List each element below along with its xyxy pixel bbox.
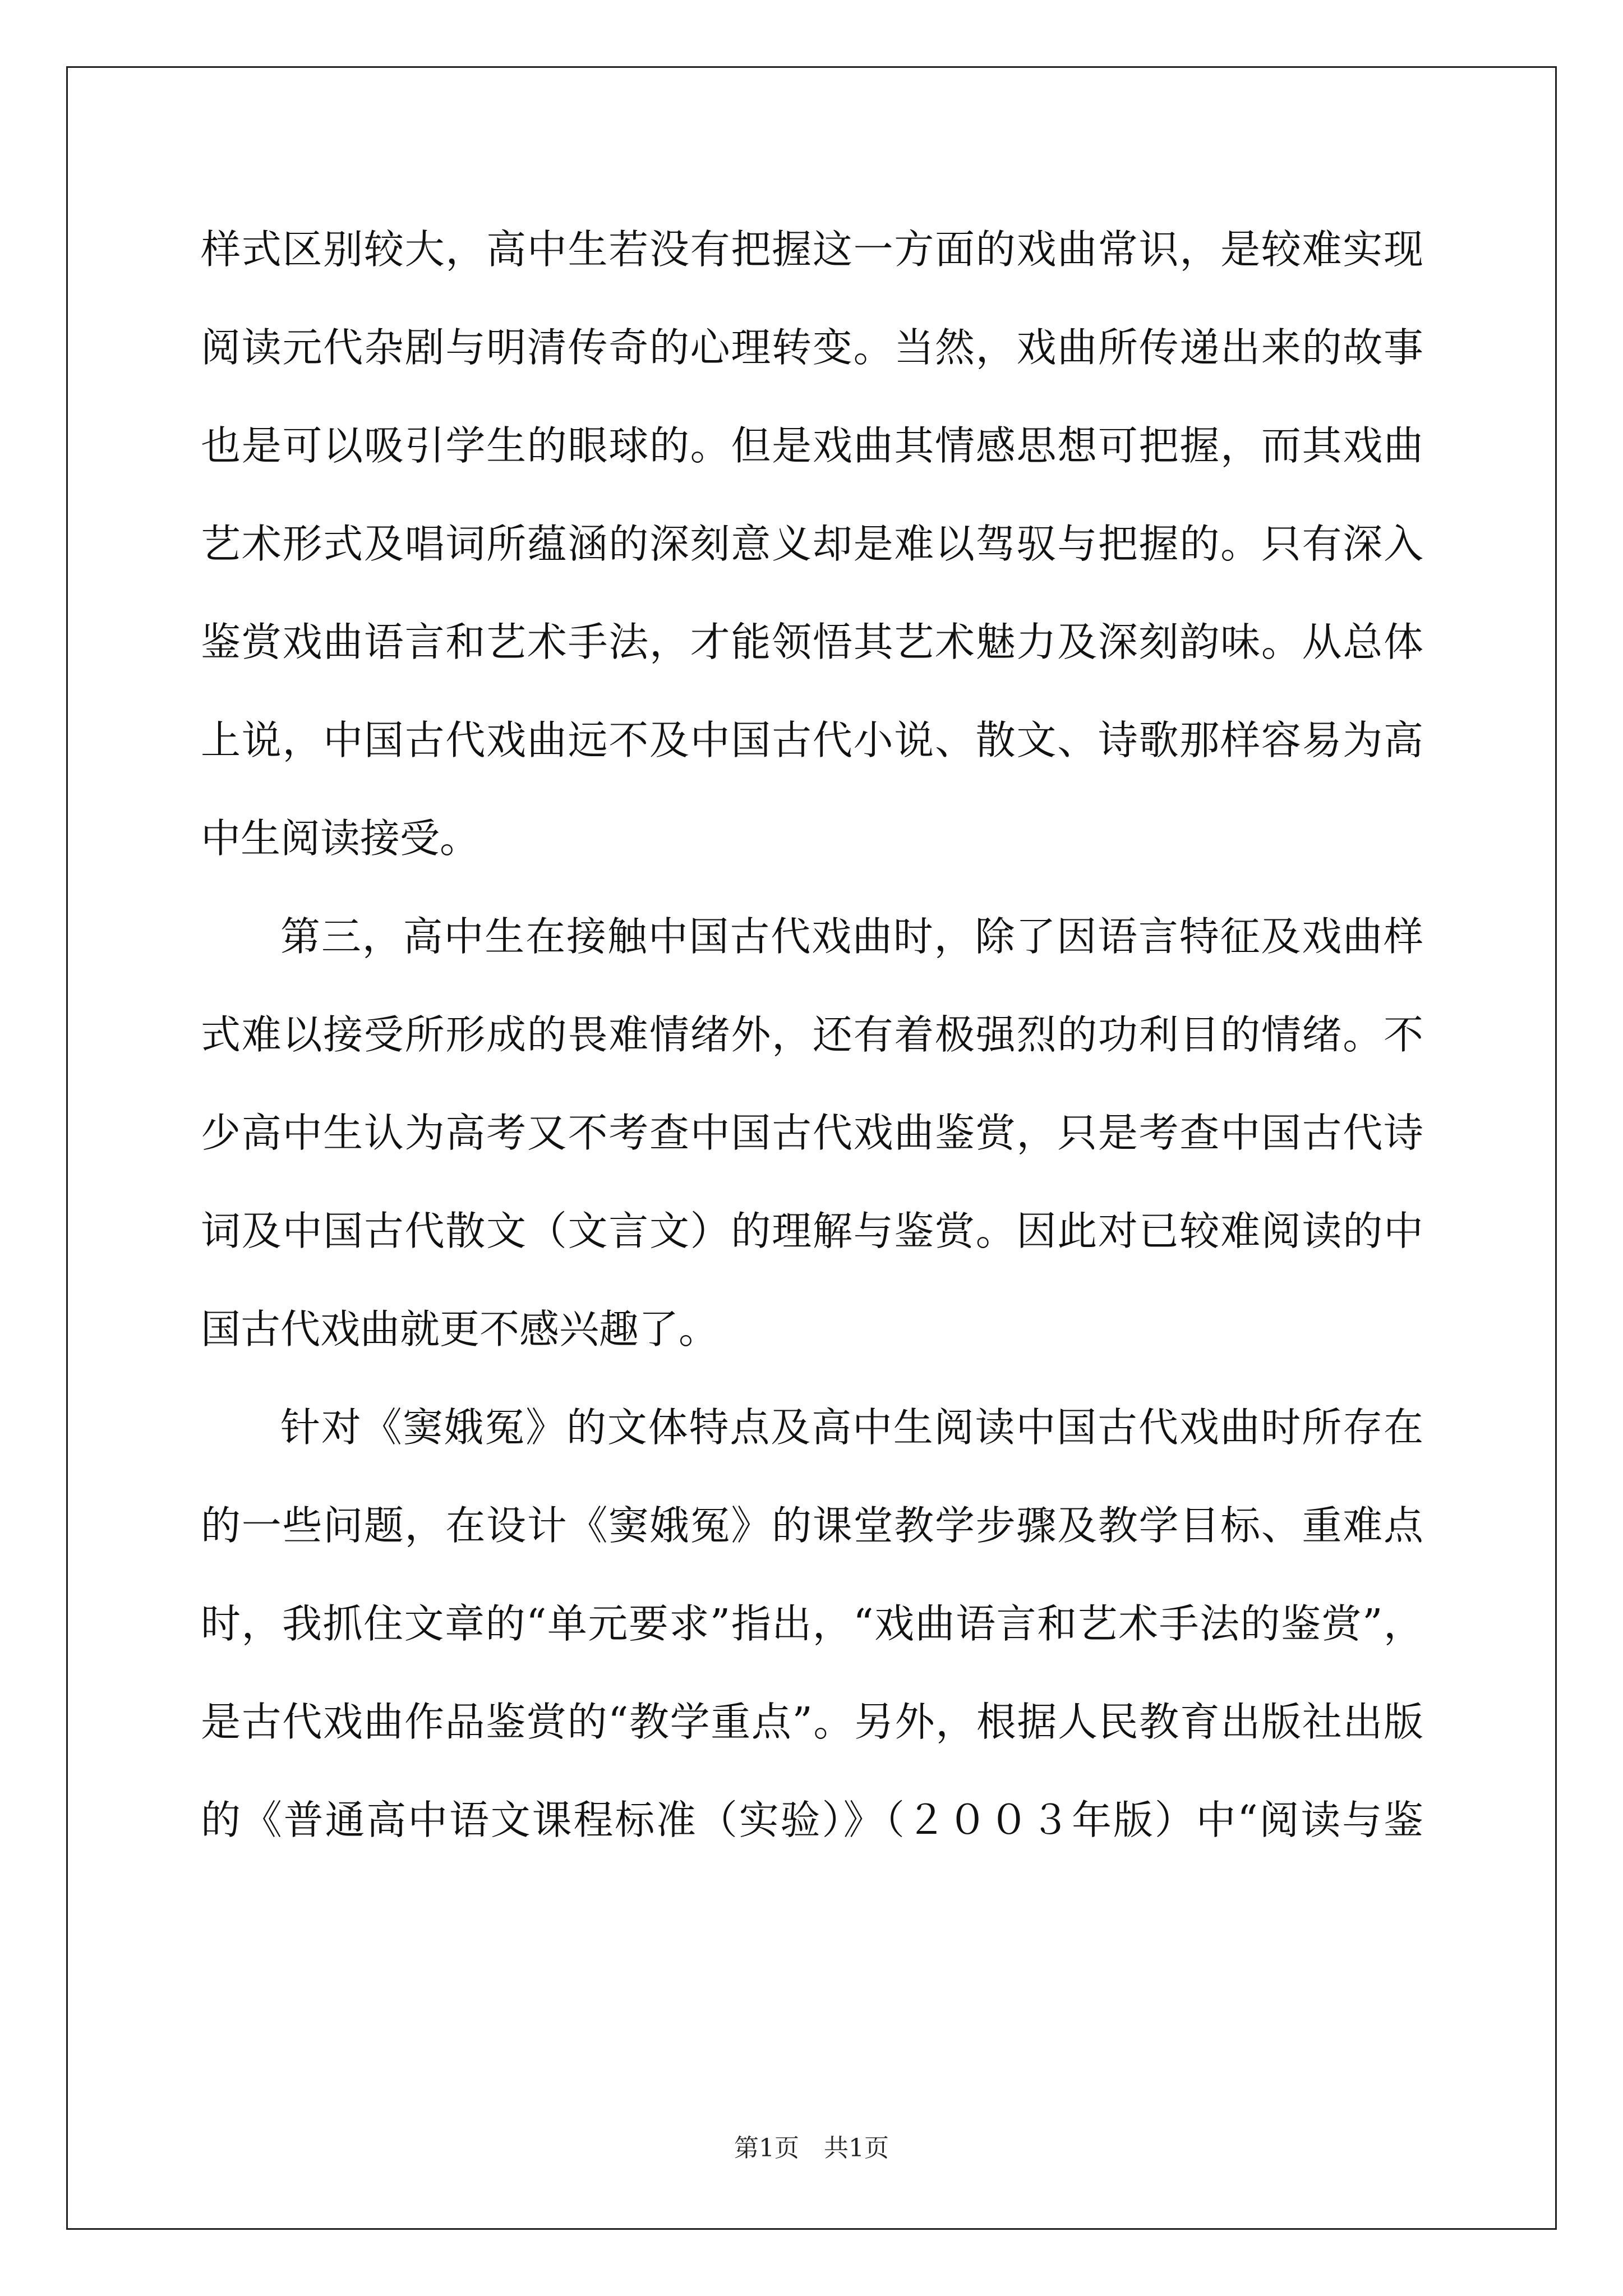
text-line: 鉴赏戏曲语言和艺术手法，才能领悟其艺术魅力及深刻韵味。从总体 bbox=[201, 619, 1423, 665]
text-line: 式难以接受所形成的畏难情绪外，还有着极强烈的功利目的情绪。不 bbox=[201, 1011, 1423, 1058]
text-line: 的《普通高中语文课程标准（实验）》（２００３年版）中“阅读与鉴 bbox=[201, 1797, 1423, 1843]
text-line: 阅读元代杂剧与明清传奇的心理转变。当然，戏曲所传递出来的故事 bbox=[201, 324, 1423, 371]
text-line: 国古代戏曲就更不感兴趣了。 bbox=[201, 1306, 719, 1352]
text-line: 也是可以吸引学生的眼球的。但是戏曲其情感思想可把握，而其戏曲 bbox=[201, 422, 1423, 469]
page-footer: 第1页 共1页 bbox=[734, 2134, 889, 2162]
text-line: 词及中国古代散文（文言文）的理解与鉴赏。因此对已较难阅读的中 bbox=[201, 1208, 1423, 1254]
paragraph-start-line: 第三，高中生在接触中国古代戏曲时，除了因语言特征及戏曲样 bbox=[280, 913, 1423, 960]
text-line: 样式区别较大，高中生若没有把握这一方面的戏曲常识，是较难实现 bbox=[201, 226, 1423, 273]
text-line: 是古代戏曲作品鉴赏的“教学重点”。另外，根据人民教育出版社出版 bbox=[201, 1699, 1423, 1745]
paragraph-start-line: 针对《窦娥冤》的文体特点及高中生阅读中国古代戏曲时所存在 bbox=[280, 1404, 1423, 1451]
text-line: 的一些问题，在设计《窦娥冤》的课堂教学步骤及教学目标、重难点 bbox=[201, 1502, 1423, 1549]
text-line: 上说，中国古代戏曲远不及中国古代小说、散文、诗歌那样容易为高 bbox=[201, 717, 1423, 763]
text-line: 中生阅读接受。 bbox=[201, 815, 480, 862]
text-line: 少高中生认为高考又不考查中国古代戏曲鉴赏，只是考查中国古代诗 bbox=[201, 1110, 1423, 1156]
text-line: 艺术形式及唱词所蕴涵的深刻意义却是难以驾驭与把握的。只有深入 bbox=[201, 521, 1423, 567]
text-line: 时，我抓住文章的“单元要求”指出，“戏曲语言和艺术手法的鉴赏”， bbox=[201, 1600, 1423, 1647]
